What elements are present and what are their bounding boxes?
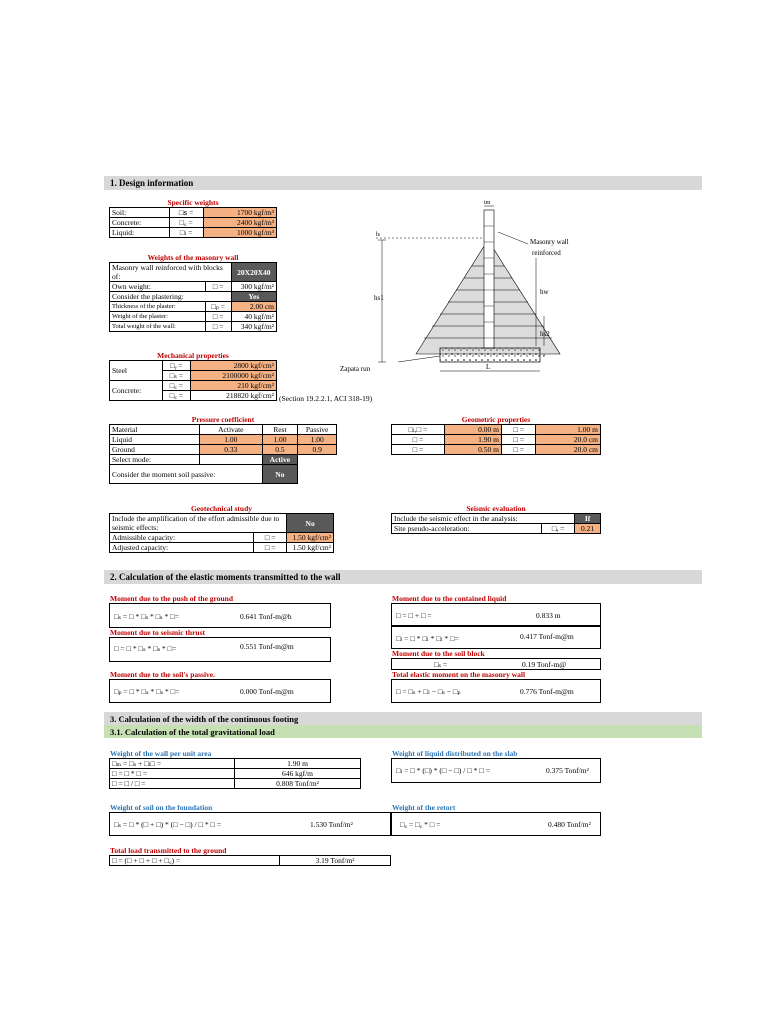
total-wall-label: Total weight of the wall: (110, 322, 206, 332)
wall-weight-formula-2: □ = □ * □ = (110, 769, 235, 779)
moment-passive-box (109, 679, 331, 703)
retort-weight-value: 0.480 Tonf/m² (548, 820, 591, 829)
moment-thrust-title: Moment due to seismic thrust (110, 628, 205, 637)
section-3-title: 3. Calculation of the width of the continuous footing (110, 714, 299, 724)
concrete-symbol: □꜀ = (169, 218, 203, 228)
seismic-include-value[interactable]: If (575, 514, 601, 524)
moment-liquid-value: 0.833 m (536, 611, 561, 620)
pressure-table (109, 415, 337, 484)
masonry-wall-label-2: reinforced (532, 249, 561, 257)
moment-thrust-value: 0.551 Tonf-m@m (240, 642, 294, 651)
soil-weight-value[interactable]: 1700 kgf/m³ (203, 208, 276, 218)
masonry-weights-table (109, 253, 277, 332)
tm-label: tm (484, 200, 491, 206)
es-symbol: □ₛ = (163, 371, 191, 381)
section-3-1-title: 3.1. Calculation of the total gravitational load (110, 727, 275, 737)
geotech-caption: Geotechnical study (190, 504, 253, 513)
pressure-liquid-label: Liquid (110, 435, 200, 445)
concrete-label: Concrete: (110, 218, 170, 228)
mode-value[interactable]: Active (262, 455, 298, 465)
moment-passive-value[interactable]: No (262, 465, 298, 484)
site-accel-value[interactable]: 0.21 (575, 524, 601, 534)
geo-val-3[interactable]: 1.90 m (444, 435, 501, 445)
zapata-label: Zapata run (340, 365, 371, 373)
moment-liquid-title: Moment due to the contained liquid (392, 594, 507, 603)
geo-sym-4: □ = (501, 435, 536, 445)
seismic-include-label: Include the seismic effect in the analysis: (392, 514, 575, 524)
pressure-liquid-rest[interactable]: 1.00 (262, 435, 298, 445)
moment-total-box (391, 679, 601, 703)
pressure-liquid-activate[interactable]: 1.00 (200, 435, 262, 445)
moment-block-formula: □ₛ = (434, 660, 448, 669)
moment-push-box (109, 603, 331, 628)
total-wall-symbol: □ = (205, 322, 231, 332)
admissible-value[interactable]: 1.50 kgf/cm² (287, 533, 334, 543)
pressure-ground-label: Ground (110, 445, 200, 455)
liquid-symbol: □ₗ = (169, 228, 203, 238)
site-accel-label: Site pseudo-acceleration: (392, 524, 542, 534)
moment-block-box (391, 658, 601, 670)
geo-sym-6: □ = (501, 445, 536, 455)
wall-weight-value-2: 646 kgf/m (235, 769, 361, 779)
moment-thrust-box (109, 637, 331, 662)
moment-push-formula: □ₛ = □ * □ₛ * □ₛ * □= (114, 612, 179, 621)
moment-liquid-formula: □ = □ + □ = (396, 611, 432, 620)
section-1-header (104, 176, 702, 190)
mode-label: Select mode: (110, 455, 200, 465)
liquid-weight-value[interactable]: 1000 kgf/m³ (203, 228, 276, 238)
amplification-label: Include the amplification of the effort admissible due to seismic effects: (110, 514, 287, 533)
geotech-table (109, 504, 334, 553)
mechanical-table (109, 351, 277, 401)
total-load-table (109, 855, 391, 866)
steel-label: Steel (110, 361, 163, 381)
es-value[interactable]: 2100000 kgf/cm² (190, 371, 276, 381)
soil-weight-value: 1.530 Tonf/m² (310, 820, 353, 829)
block-label: Masonry wall reinforced with blocks of: (110, 263, 232, 282)
ec-symbol: □꜀ = (163, 391, 191, 401)
pressure-header-passive: Passive (298, 425, 337, 435)
geo-sym-3: □ = (392, 435, 445, 445)
pressure-ground-activate[interactable]: 0.33 (200, 445, 262, 455)
liquid-label: Liquid: (110, 228, 170, 238)
geo-sym-2: □ = (501, 425, 536, 435)
geometric-table (391, 415, 601, 455)
section-2-title: 2. Calculation of the elastic moments transmitted to the wall (110, 572, 341, 582)
pressure-ground-rest[interactable]: 0.5 (262, 445, 298, 455)
section-1-title: 1. Design information (110, 178, 194, 188)
concrete-weight-value[interactable]: 2400 kgf/m³ (203, 218, 276, 228)
site-accel-symbol: □ₐ = (542, 524, 575, 534)
moment-liquid-formula-2: □ₗ = □ * □ₗ * □ₗ * □= (396, 634, 459, 643)
section-3-header (104, 712, 702, 725)
moment-block-title: Moment due to the soil block (392, 649, 485, 658)
geo-sym-5: □ = (392, 445, 445, 455)
wall-weight-value-1: 1.90 m (235, 759, 361, 769)
moment-push-title: Moment due to the push of the ground (110, 594, 233, 603)
geo-val-5[interactable]: 0.50 m (444, 445, 501, 455)
fy-symbol: □ᵧ = (163, 361, 191, 371)
seismic-caption: Seismic evaluation (466, 504, 526, 513)
wall-weight-formula-1: □ₘ = □ₛ + □ₗ□ = (110, 759, 235, 769)
moment-block-value: 0.19 Tonf-m@ (522, 660, 567, 669)
retort-weight-formula: □꜀ = □꜀ * □ = (400, 820, 441, 829)
thickness-symbol: □ₚ = (205, 302, 231, 312)
total-load-title: Total load transmitted to the ground (110, 846, 227, 855)
ec-note: (Section 19.2.2.1, ACI 318-19) (279, 394, 373, 403)
pressure-liquid-passive[interactable]: 1.00 (298, 435, 337, 445)
e-label: e (543, 354, 546, 359)
adjusted-symbol: □ = (254, 543, 287, 553)
hs1-label: hs1 (374, 294, 384, 302)
fc-symbol: □꜀ = (163, 381, 191, 391)
pressure-ground-passive[interactable]: 0.9 (298, 445, 337, 455)
own-weight-value: 300 kgf/m² (231, 282, 276, 292)
mechanical-caption: Mechanical properties (157, 351, 229, 360)
footing-shape (440, 348, 540, 362)
total-load-formula: □ = (□ + □ + □ + □꜀) = (110, 856, 280, 866)
moment-passive-label: Consider the moment soil passive: (110, 465, 263, 484)
hw-label: hw (540, 288, 549, 296)
concrete-mech-label: Concrete: (110, 381, 163, 401)
moment-liquid-box (391, 603, 601, 626)
fy-value[interactable]: 2800 kgf/cm² (190, 361, 276, 371)
moment-total-value: 0.776 Tonf-m@m (520, 687, 574, 696)
wall-weight-formula-3: □ = □ / □ = (110, 779, 235, 789)
plaster-weight-symbol: □ = (205, 312, 231, 322)
moment-passive-value: 0.000 Tonf-m@m (240, 687, 294, 696)
geo-val-1[interactable]: 0.00 m (444, 425, 501, 435)
moment-push-value: 0.641 Tonf-m@h (240, 612, 292, 621)
soil-symbol: □ꜱ = (169, 208, 203, 218)
thickness-label: Thickness of the plaster: (110, 302, 206, 312)
amplification-value[interactable]: No (287, 514, 334, 533)
plaster-label: Consider the plastering: (110, 292, 232, 302)
ec-value: 218820 kgf/cm² (190, 391, 276, 401)
wall-weight-table (109, 758, 361, 789)
liquid-weight-box (391, 758, 601, 783)
specific-weights-table (109, 198, 277, 238)
admissible-label: Admissible capacity: (110, 533, 254, 543)
moment-liquid-box-2 (391, 626, 601, 649)
pressure-caption: Pressure coefficient (191, 415, 255, 424)
masonry-wall-label-1: Masonry wall (530, 238, 569, 246)
plaster-weight-label: Weight of the plaster: (110, 312, 206, 322)
adjusted-value: 1.50 kgf/cm² (287, 543, 334, 553)
moment-liquid-value-2: 0.417 Tonf-m@m (520, 632, 574, 641)
geo-val-2[interactable]: 1.00 m (536, 425, 601, 435)
seismic-table (391, 504, 601, 534)
soil-weight-box (109, 812, 391, 836)
retort-weight-title: Weight of the retort (392, 803, 456, 812)
adjusted-label: Adjusted capacity: (110, 543, 254, 553)
geometric-caption: Geometric properties (461, 415, 531, 424)
L-label: L (486, 363, 491, 371)
pressure-header-rest: Rest (262, 425, 298, 435)
thickness-value[interactable]: 2.00 cm (231, 302, 276, 312)
wall-weight-value-3: 0.808 Tonf/m² (235, 779, 361, 789)
plaster-value[interactable]: Yes (231, 292, 276, 302)
soil-weight-formula: □ₛ = □ * (□ + □) * (□ − □) / □ * □ = (114, 820, 222, 829)
moment-total-formula: □ = □ₛ + □ₗ − □ₛ − □ₚ (396, 687, 461, 696)
pressure-header-material: Material (110, 425, 200, 435)
moment-total-title: Total elastic moment on the masonry wall (392, 670, 526, 679)
total-wall-value: 340 kgf/m² (231, 322, 276, 332)
own-weight-label: Own weight: (110, 282, 206, 292)
moment-thrust-formula: □ = □ * □ₛ * □ₛ * □= (114, 644, 177, 653)
hs2-label: hs2 (540, 330, 550, 338)
specific-weights-caption: Specific weights (167, 198, 219, 207)
liquid-weight-title: Weight of liquid distributed on the slab (392, 749, 518, 758)
geo-val-6[interactable]: 20.0 cm (536, 445, 601, 455)
soil-label: Soil: (110, 208, 170, 218)
moment-passive-title: Moment due to the soil's passive. (110, 670, 215, 679)
geo-val-4[interactable]: 20.0 cm (536, 435, 601, 445)
fc-value[interactable]: 210 kgf/cm² (190, 381, 276, 391)
pressure-header-activate: Activate (200, 425, 262, 435)
own-weight-symbol: □ = (205, 282, 231, 292)
total-load-value: 3.19 Tonf/m² (280, 856, 391, 866)
masonry-wall-shape (484, 210, 494, 348)
liquid-weight-value: 0.375 Tonf/m² (546, 766, 589, 775)
wall-weight-title: Weight of the wall per unit area (110, 749, 212, 758)
block-value[interactable]: 20X20X40 (231, 263, 276, 282)
section-2-header (104, 570, 702, 584)
liquid-weight-formula: □ₗ = □ * (□) * (□ − □) / □ * □ = (396, 766, 490, 775)
plaster-weight-value: 40 kgf/m² (231, 312, 276, 322)
moment-passive-formula: □ₚ = □ * □ₛ * □ₛ * □= (114, 687, 180, 696)
soil-weight-title: Weight of soil on the foundation (110, 803, 213, 812)
admissible-symbol: □ = (254, 533, 287, 543)
masonry-caption: Weights of the masonry wall (147, 253, 239, 262)
geo-sym-1: □ₗ,□ = (392, 425, 445, 435)
retort-weight-box (391, 812, 601, 836)
wall-section-diagram (336, 196, 586, 382)
section-3-1-header (104, 725, 702, 738)
hl-label: hₗ (376, 232, 380, 238)
